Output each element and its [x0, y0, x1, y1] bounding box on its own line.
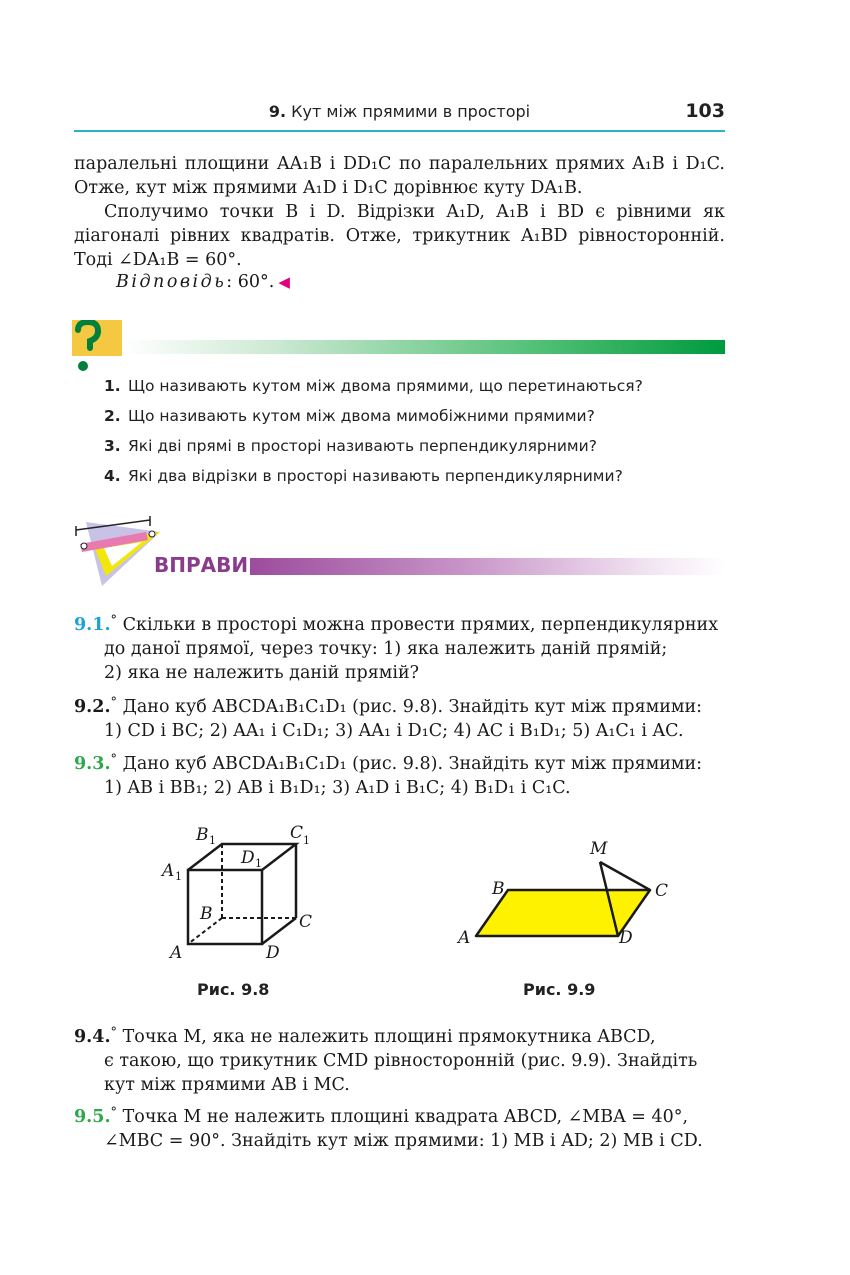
- answer-label: Відповідь: [116, 272, 227, 292]
- intro-paragraph-2: Сполучимо точки B і D. Відрізки A₁D, A₁B і BD є рівними як діагоналі рівних квадратів. Отже, трикутник A₁BD рівносторонній. Тоді ∠DA₁B = 60°.: [74, 202, 725, 270]
- figure-9-8-cube: [150, 818, 330, 968]
- chapter-title: [74, 102, 725, 121]
- label-c1: C: [290, 823, 304, 843]
- exercise-text: Скільки в просторі можна провести прямих, перпендикулярних: [122, 615, 719, 635]
- question-number: 1.: [104, 377, 121, 395]
- exercises-bar: [250, 558, 725, 575]
- exercise-9-2: 9.2.° Дано куб ABCDA₁B₁C₁D₁ (рис. 9.8). Знайдіть кут між прямими: 1) CD і BC; 2) AA₁ і C₁D₁; 3) AA₁ і D₁C; 4) AC і B₁D₁; 5) A₁C₁ і AC.: [74, 691, 725, 743]
- exercise-number: 9.5.: [74, 1107, 111, 1127]
- question-text: Що називають кутом між двома мимобіжними прямими?: [128, 407, 595, 425]
- exercise-number: 9.3.: [74, 754, 111, 774]
- question-number: 2.: [104, 407, 121, 425]
- exercise-9-4: 9.4.° Точка M, яка не належить площині прямокутника ABCD, є такою, що трикутник CMD рівносторонній (рис. 9.9). Знайдіть кут між прямими AB і MC.: [74, 1021, 725, 1097]
- figure-9-8-caption: Рис. 9.8: [197, 980, 270, 999]
- exercise-text: до даної прямої, через точку: 1) яка належить даній прямій;: [104, 639, 668, 659]
- label-a1: A: [162, 861, 175, 881]
- exercise-text: є такою, що трикутник CMD рівносторонній (рис. 9.9). Знайдіть: [104, 1051, 698, 1071]
- answer-value: : 60°.: [226, 272, 275, 292]
- exercise-text: Дано куб ABCDA₁B₁C₁D₁ (рис. 9.8). Знайдіть кут між прямими:: [122, 697, 703, 717]
- exercise-number: 9.4.: [74, 1027, 111, 1047]
- question-item: [104, 403, 643, 433]
- question-text: Які два відрізки в просторі називають перпендикулярними?: [128, 467, 623, 485]
- label-d1: D: [241, 848, 255, 868]
- exercise-text: ∠MBC = 90°. Знайдіть кут між прямими: 1) MB і AD; 2) MB і CD.: [104, 1131, 703, 1151]
- exercise-9-5: 9.5.° Точка M не належить площині квадрата ABCD, ∠MBA = 40°, ∠MBC = 90°. Знайдіть кут між прямими: 1) MB і AD; 2) MB і CD.: [74, 1101, 725, 1153]
- question-number: 4.: [104, 467, 121, 485]
- exercise-9-1: 9.1.° Скільки в просторі можна провести прямих, перпендикулярних до даної прямої, через точку: 1) яка належить даній прямій; 2) яка не належить даній прямій?: [74, 609, 725, 685]
- question-text: Які дві прямі в просторі називають перпендикулярними?: [128, 437, 597, 455]
- label-subscript: 1: [175, 870, 182, 883]
- label-a: A: [170, 943, 183, 963]
- question-item: [104, 373, 643, 403]
- chapter-title-text: Кут між прямими в просторі: [291, 102, 531, 121]
- label-c: C: [299, 912, 313, 932]
- exercise-number: 9.2.: [74, 697, 111, 717]
- label-m: M: [590, 839, 608, 859]
- label-subscript: 1: [303, 834, 310, 847]
- question-text: Що називають кутом між двома прямими, що перетинаються?: [128, 377, 643, 395]
- questions-bar: [122, 340, 725, 354]
- exercise-text: 2) яка не належить даній прямій?: [104, 663, 420, 683]
- label-b1: B: [196, 825, 209, 845]
- exercise-9-3: 9.3.° Дано куб ABCDA₁B₁C₁D₁ (рис. 9.8). Знайдіть кут між прямими: 1) AB і BB₁; 2) AB і B₁D₁; 3) A₁D і B₁C; 4) B₁D₁ і C₁C.: [74, 748, 725, 800]
- exercise-text: Точка M не належить площині квадрата ABCD, ∠MBA = 40°,: [122, 1107, 689, 1127]
- question-item: [104, 433, 643, 463]
- question-mark-icon: [72, 320, 122, 372]
- chapter-number: 9.: [268, 102, 287, 121]
- label-b: B: [492, 879, 505, 899]
- label-c: C: [655, 881, 669, 901]
- label-d: D: [266, 943, 280, 963]
- label-a: A: [458, 928, 471, 948]
- questions-list: [104, 373, 643, 493]
- exercise-text: Дано куб ABCDA₁B₁C₁D₁ (рис. 9.8). Знайдіть кут між прямими:: [122, 754, 703, 774]
- figure-9-9-rectangle: [452, 830, 682, 960]
- page-number: 103: [685, 100, 725, 122]
- label-d: D: [619, 928, 633, 948]
- ruler-triangle-icon: [72, 516, 164, 588]
- page-header: [74, 100, 725, 132]
- exercise-text: 1) CD і BC; 2) AA₁ і C₁D₁; 3) AA₁ і D₁C; 4) AC і B₁D₁; 5) A₁C₁ і AC.: [104, 721, 684, 741]
- intro-paragraph-1: паралельні площини AA₁B і DD₁C по паралельних прямих A₁B і D₁C. Отже, кут між прямими A₁D і D₁C дорівнює куту DA₁B.: [74, 154, 725, 198]
- figure-9-9-caption: Рис. 9.9: [523, 980, 596, 999]
- end-of-solution-icon: ◀: [278, 273, 290, 291]
- question-item: [104, 463, 643, 493]
- answer: [116, 272, 290, 292]
- question-number: 3.: [104, 437, 121, 455]
- label-subscript: 1: [255, 857, 262, 870]
- exercise-text: 1) AB і BB₁; 2) AB і B₁D₁; 3) A₁D і B₁C; 4) B₁D₁ і C₁C.: [104, 778, 571, 798]
- label-b: B: [200, 904, 213, 924]
- label-subscript: 1: [209, 834, 216, 847]
- exercises-heading: ВПРАВИ: [154, 553, 249, 577]
- exercise-text: кут між прямими AB і MC.: [104, 1075, 350, 1095]
- exercise-number: 9.1.: [74, 615, 111, 635]
- exercise-text: Точка M, яка не належить площині прямокутника ABCD,: [122, 1027, 656, 1047]
